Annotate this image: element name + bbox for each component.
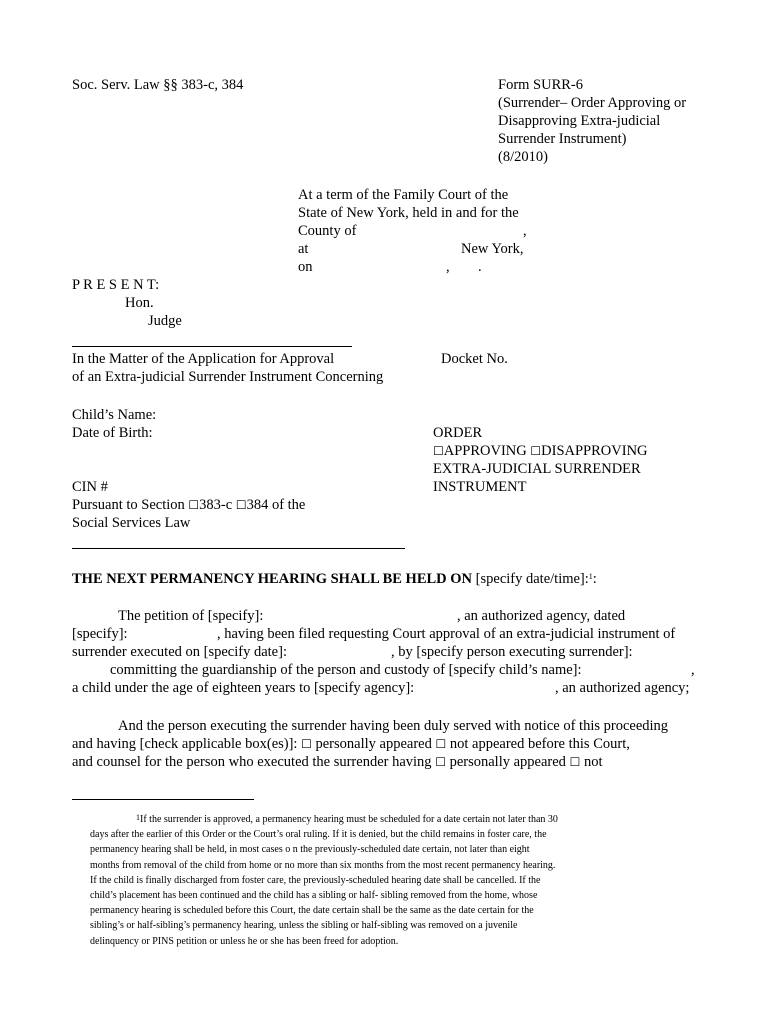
approval-options [433, 442, 648, 460]
service-line2 [72, 735, 630, 753]
personally-appeared-checkbox[interactable]: ☐ [301, 737, 312, 751]
not-appeared-checkbox[interactable]: ☐ [435, 737, 447, 751]
footnote-text [90, 812, 690, 949]
footnote-line: sibling’s or half-sibling’s permanency hearing, unless the sibling or half-sibling was removed on a juvenile [90, 920, 518, 932]
petition-line2b: , having been filed requesting Court approval of an extra-judicial instrument of [217, 626, 676, 642]
service-line3 [72, 753, 602, 771]
counsel-not-appeared-checkbox[interactable]: ☐ [569, 755, 581, 769]
section-383c-label: 383-c [199, 497, 233, 513]
caption-bottom-rule [72, 548, 405, 549]
statute-reference: Soc. Serv. Law §§ 383-c, 384 [72, 77, 244, 93]
hearing-heading: THE NEXT PERMANENCY HEARING SHALL BE HELD ON [72, 571, 473, 587]
order-title-line4: INSTRUMENT [433, 479, 527, 495]
petition-line1b: , an authorized agency, dated [457, 608, 626, 624]
footnote-line: days after the earlier of this Order or the Court’s oral ruling. If it is denied, but the child remains in foster care, the [90, 829, 547, 841]
form-id-line: Surrender Instrument) [498, 131, 627, 147]
footnote-line: If the child is finally discharged from foster care, the previously-scheduled hearing date shall be cancelled. If the [90, 874, 541, 886]
form-id-line: (8/2010) [498, 149, 548, 165]
counsel-appeared-label: personally appeared [449, 754, 566, 770]
caption-top-rule [72, 346, 352, 347]
footnote-line: months from removal of the child from home or no more than six months from the most recent permanency hearing. [90, 859, 556, 871]
petition-line1a: The petition of [specify]: [118, 608, 264, 624]
service-line2-label: and having [check applicable box(es)]: [72, 736, 298, 752]
hon-label: Hon. [125, 295, 154, 311]
petition-line4b: , [691, 662, 695, 678]
date-comma: , [446, 259, 450, 275]
state-label: New York, [461, 241, 524, 257]
footnote-line: child’s placement has been continued and the child has a sibling or half- sibling removed from the home, whose [90, 890, 538, 902]
court-term-line1: At a term of the Family Court of the [298, 187, 509, 203]
petition-line3b: , by [specify person executing surrender]: [391, 644, 633, 660]
hearing-spec: [specify date/time]: [475, 571, 589, 587]
service-line3-label: and counsel for the person who executed the surrender having [72, 754, 432, 770]
order-title: ORDER [433, 425, 483, 441]
footnote-line: permanency hearing is scheduled before this Court, the date certain shall be the same as the date certain for the [90, 905, 534, 917]
petition-line3a: surrender executed on [specify date]: [72, 644, 287, 660]
footnote-ref: 1 [588, 572, 593, 581]
section-384-label: 384 of the [246, 497, 306, 513]
footnote-rule [72, 799, 254, 800]
approving-label: APPROVING [443, 443, 527, 459]
childs-name-label: Child’s Name: [72, 407, 157, 423]
petition-line2a: [specify]: [72, 626, 128, 642]
not-appeared-label: not appeared before this Court, [449, 736, 630, 752]
disapproving-label: DISAPPROVING [541, 443, 648, 459]
docket-label: Docket No. [441, 351, 508, 367]
personally-appeared-label: personally appeared [315, 736, 432, 752]
section-384-checkbox[interactable]: ☐ [235, 498, 247, 512]
form-id-line: (Surrender– Order Approving or [498, 95, 687, 111]
hearing-colon: : [592, 571, 597, 587]
ssl-label: Social Services Law [72, 515, 191, 531]
petition-line5a: a child under the age of eighteen years to [specify agency]: [72, 680, 415, 696]
footnote-line: $^1$If the surrender is approved, a permanency hearing must be scheduled for a date certain not later than 30 [136, 813, 558, 825]
date-period: . [478, 259, 482, 275]
county-comma: , [523, 223, 527, 239]
present-label: P R E S E N T: [72, 277, 160, 293]
pursuant-line [72, 496, 305, 514]
footnote-line: permanency hearing shall be held, in most cases o n the previously-scheduled date certain, not later than eight [90, 844, 530, 856]
approving-checkbox[interactable]: ☐ [433, 444, 444, 458]
form-id-line: Form SURR-6 [498, 77, 584, 93]
matter-line1: In the Matter of the Application for Approval [72, 351, 335, 367]
on-label: on [298, 259, 313, 275]
section-383c-checkbox[interactable]: ☐ [188, 498, 200, 512]
counsel-appeared-checkbox[interactable]: ☐ [435, 755, 446, 769]
disapproving-checkbox[interactable]: ☐ [530, 444, 542, 458]
order-title-line3: EXTRA-JUDICIAL SURRENDER [433, 461, 641, 477]
at-label: at [298, 241, 309, 257]
permanency-hearing-line [72, 570, 597, 588]
footnote-marker: 1 [136, 813, 140, 822]
court-term-line2: State of New York, held in and for the [298, 205, 519, 221]
county-label: County of [298, 223, 357, 239]
footnote-line: delinquency or PINS petition or unless he or she has been freed for adoption. [90, 935, 399, 947]
petition-line5b: , an authorized agency; [555, 680, 690, 696]
form-id-line: Disapproving Extra-judicial [498, 113, 661, 129]
petition-line4a: committing the guardianship of the person and custody of [specify child’s name]: [110, 662, 582, 678]
dob-label: Date of Birth: [72, 425, 153, 441]
judge-label: Judge [148, 313, 182, 329]
cin-label: CIN # [72, 479, 108, 495]
matter-line2: of an Extra-judicial Surrender Instrument Concerning [72, 369, 384, 385]
counsel-not-label: not [583, 754, 603, 770]
service-line1: And the person executing the surrender having been duly served with notice of this proceeding [118, 718, 669, 734]
pursuant-label: Pursuant to Section [72, 497, 185, 513]
